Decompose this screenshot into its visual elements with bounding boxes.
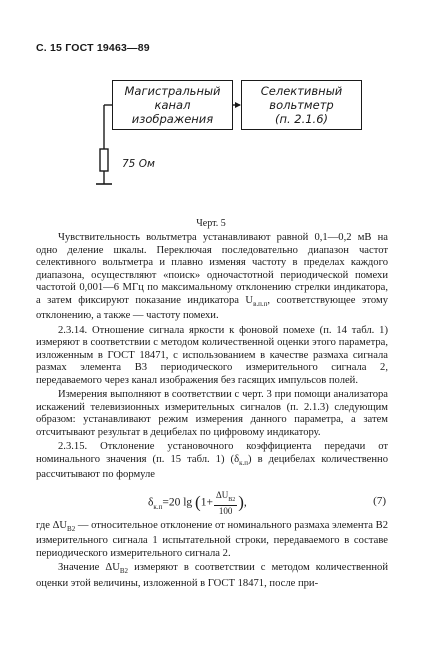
paragraph-sensitivity: Чувствительность вольтметра устанавливают равной 0,1—0,2 мВ на одно деление шкалы. Переключая последовательно диапазон частот селективного вольтметра и плавно изменяя частоту в пределах каждого диапазона, осуществляют «поиск» одночастотной периодической помехи частотой 0,001—6 МГц по максимальному отклонению стрелки индикатора, а затем фиксируют показание индикатора $U_{в.п.п}$, соответствующее этому отклонению, а также — частоту помехи. (36, 232, 388, 322)
box2-line3: (п. 2.1.6) (274, 112, 329, 126)
block-diagram (0, 0, 422, 215)
paragraph-measurements: Измерения выполняют в соответствии с черт. 3 при помощи анализатора искажений телевизионных измерительных сигналов (п. 2.1.3) следующим образом: устанавливают режим измерения данного параметра, а затем отсчитывают результат в децибелах по цифровому индикатору. (36, 389, 388, 438)
resistor-label: 75 Ом (122, 158, 155, 170)
box1-line2: канал (154, 98, 191, 112)
box1-line1: Магистральный (124, 84, 221, 98)
selective-voltmeter-box (241, 80, 362, 130)
image-channel-box (112, 80, 233, 130)
formula-expression: $\delta_{к.п}=20$ lg (1+ $\frac{\Delta U_{В2}}{100}$ ), (148, 489, 247, 516)
paragraph-2-3-14: 2.3.14. Отношение сигнала яркости к фоновой помехе (п. 14 табл. 1) измеряют в соответствии с методом количественной оценки этого параметра, изложенным в ГОСТ 18471, с использованием в качестве размаха сигнала размах элемента В3 периодического измерительного сигнала 2, передаваемого через канал изображения без гасящих импульсов полей. (36, 324, 388, 386)
formula-7 (36, 486, 388, 520)
box1-line3: изображения (131, 112, 214, 126)
equation-number: (7) (373, 494, 386, 507)
box2-line1: Селективный (260, 84, 343, 98)
paragraph-value: Значение $\Delta U_{В2}$ измеряют в соответствии с методом количественной оценки этой величины, изложенной в ГОСТ 18471, после при- (36, 562, 389, 589)
formula-fraction: $\frac{\Delta U_{В2}}{100}$ (215, 489, 236, 516)
page-header: С. 15 ГОСТ 19463—89 (36, 42, 150, 54)
paragraph-2-3-15: 2.3.15. Отклонение установочного коэффициента передачи от номинального значения (п. 15 табл. 1) $(\delta_{к.п})$ в децибелах количественно рассчитывают по формуле (36, 441, 388, 481)
box2-line2: вольтметр (269, 98, 334, 112)
paragraph-where: где $\Delta U_{В2}$ — относительное отклонение от номинального размаха элемента В2 измерительного сигнала 1 испытательной строки, передаваемого в составе периодического измерительного сигнала 2. (36, 519, 388, 559)
body-text (36, 232, 388, 590)
figure-caption: Черт. 5 (196, 218, 226, 229)
